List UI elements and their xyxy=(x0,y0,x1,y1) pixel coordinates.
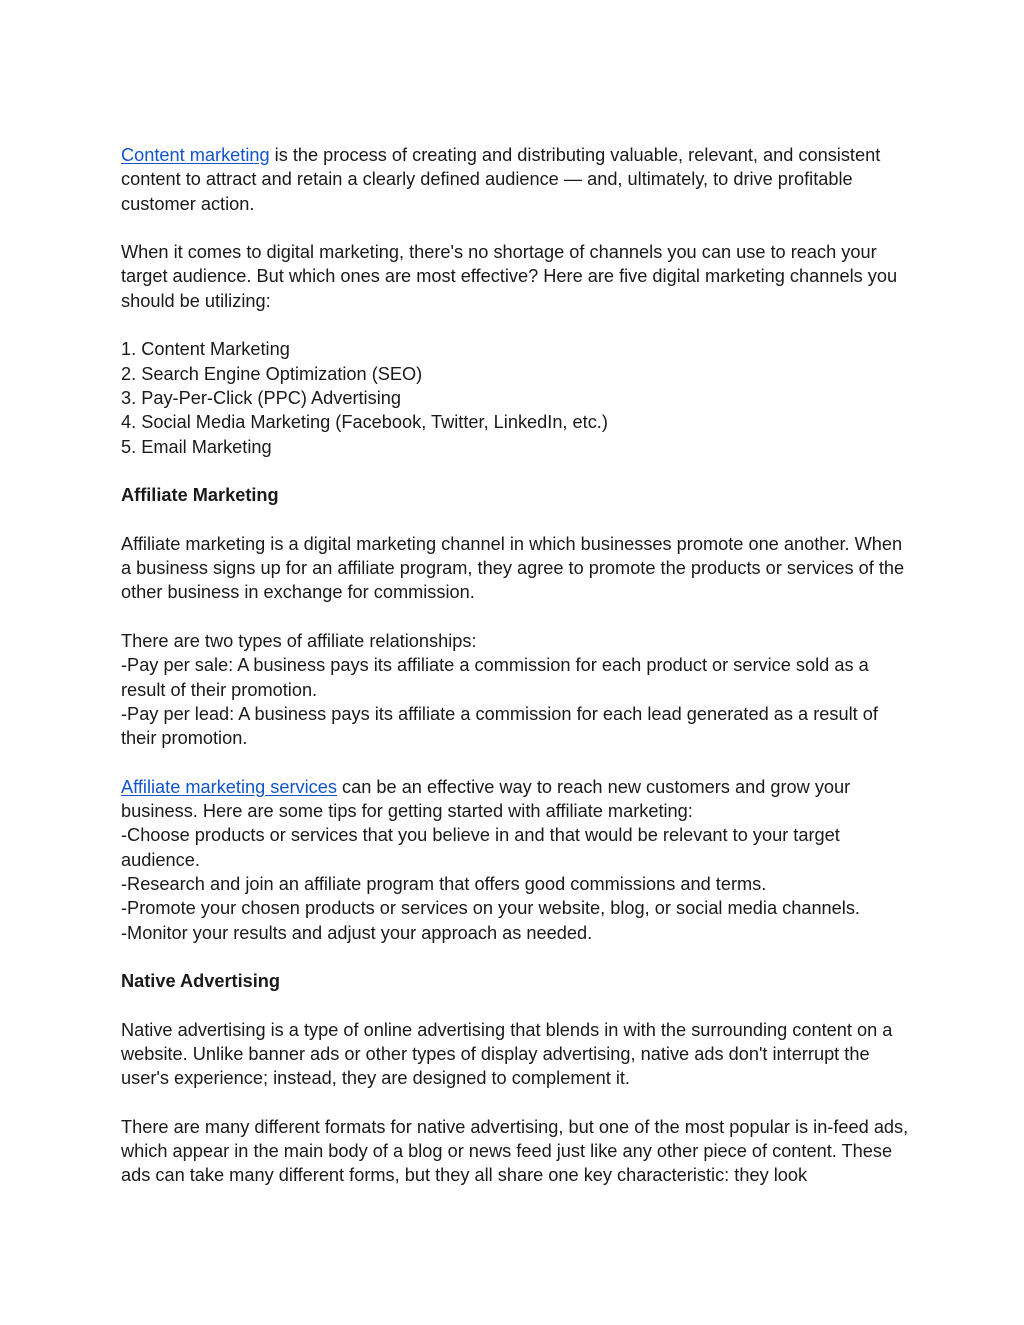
affiliate-marketing-services-link[interactable]: Affiliate marketing services xyxy=(121,776,337,797)
spacer xyxy=(121,605,911,629)
affiliate-type-item: -Pay per sale: A business pays its affiliate a commission for each product or service sold as a result of their promotion. xyxy=(121,655,869,700)
affiliate-type-item: -Pay per lead: A business pays its affiliate a commission for each lead generated as a result of their promotion. xyxy=(121,703,878,749)
spacer xyxy=(121,1091,911,1115)
spacer xyxy=(121,216,911,240)
intro-text: is the process of creating and distributing valuable, relevant, and consistent content to attract and retain a clearly defined audience — and, ultimately, to drive profitable customer action. xyxy=(121,145,881,214)
native-formats-paragraph: There are many different formats for native advertising, but one of the most popular is in-feed ads, which appear in the main body of a blog or news feed just like any other piece of content. These ads can take many different forms, but they all share one key characteristic: they look xyxy=(121,1116,909,1186)
list-item: 1. Content Marketing xyxy=(121,339,290,360)
affiliate-types-intro: There are two types of affiliate relationships: xyxy=(121,630,477,651)
affiliate-description: Affiliate marketing is a digital marketing channel in which businesses promote one another. When a business signs up for an affiliate program, they agree to promote the products or services of the other business in exchange for commission. xyxy=(121,533,905,603)
affiliate-heading: Affiliate Marketing xyxy=(121,485,279,506)
native-heading: Native Advertising xyxy=(121,971,281,992)
channels-intro-paragraph: When it comes to digital marketing, there's no shortage of channels you can use to reach your target audience. But which ones are most effective? Here are five digital marketing channels you should be utilizing: xyxy=(121,242,898,311)
document-page xyxy=(121,143,911,1188)
affiliate-services-text: can be an effective way to reach new customers and grow your business. Here are some tips for getting started with affiliate marketing: xyxy=(121,776,851,822)
list-item: 4. Social Media Marketing (Facebook, Twitter, LinkedIn, etc.) xyxy=(121,412,608,433)
channels-list xyxy=(121,337,911,458)
affiliate-tip-item: -Promote your chosen products or services on your website, blog, or social media channels. xyxy=(121,898,860,919)
list-item: 2. Search Engine Optimization (SEO) xyxy=(121,363,423,384)
spacer xyxy=(121,459,911,483)
spacer xyxy=(121,313,911,337)
spacer xyxy=(121,750,911,774)
spacer xyxy=(121,507,911,531)
list-item: 5. Email Marketing xyxy=(121,436,272,457)
spacer xyxy=(121,993,911,1017)
native-description: Native advertising is a type of online advertising that blends in with the surrounding content on a website. Unlike banner ads or other types of display advertising, native ads don't interrupt the user's experience; instead, they are designed to complement it. xyxy=(121,1019,893,1089)
affiliate-tip-item: -Research and join an affiliate program that offers good commissions and terms. xyxy=(121,873,767,894)
list-item: 3. Pay-Per-Click (PPC) Advertising xyxy=(121,387,401,408)
affiliate-tip-item: -Monitor your results and adjust your approach as needed. xyxy=(121,922,593,943)
affiliate-tip-item: -Choose products or services that you believe in and that would be relevant to your target audience. xyxy=(121,825,840,870)
affiliate-services-paragraph xyxy=(121,775,911,824)
spacer xyxy=(121,945,911,969)
content-marketing-link[interactable]: Content marketing xyxy=(121,145,270,165)
intro-paragraph xyxy=(121,143,911,216)
